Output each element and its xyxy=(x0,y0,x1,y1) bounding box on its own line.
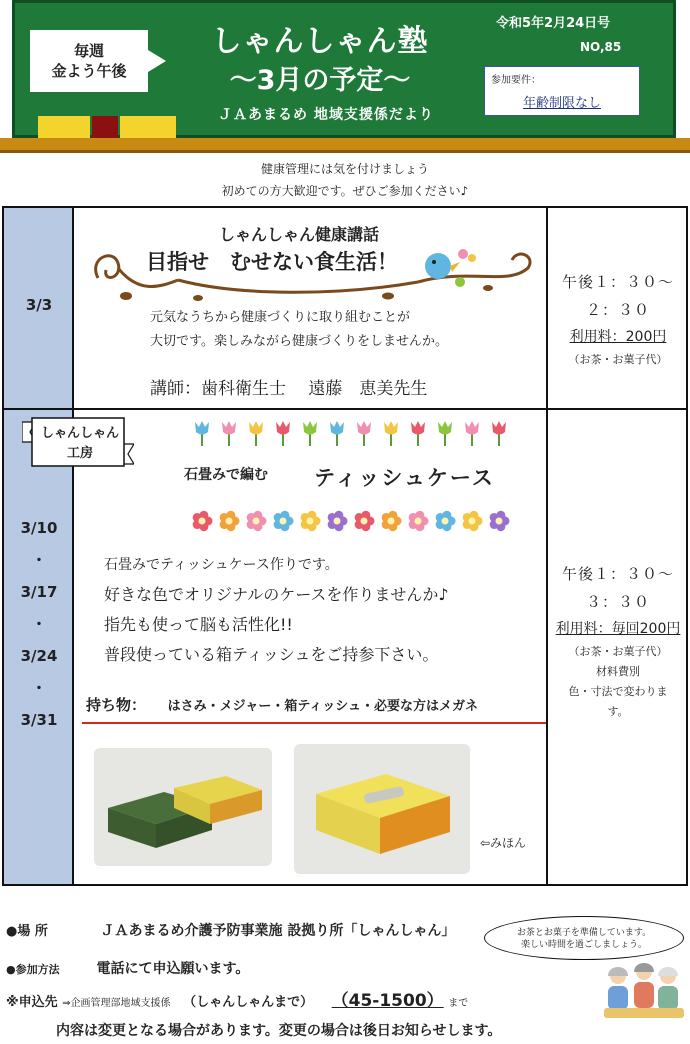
flower-icon xyxy=(442,518,449,525)
session2-line4: 普段使っている箱ティッシュをご持参下さい。 xyxy=(104,645,439,664)
session2-time-end: ３：３０ xyxy=(585,593,650,611)
session2-line1: 石畳みでティッシュケース作りです。 xyxy=(104,557,339,573)
requirement-label: 参加要件： xyxy=(491,75,541,86)
session2-fee: 利用料：毎回200円 xyxy=(555,621,681,637)
tulip-icon xyxy=(357,421,371,435)
tulip-icon xyxy=(411,421,425,435)
date-separator: ・ xyxy=(31,615,47,633)
session1-title: 目指せ むせない食生活！ xyxy=(146,250,398,274)
flower-icon xyxy=(280,518,287,525)
sample-photo-1 xyxy=(94,748,272,866)
board-decoration xyxy=(120,116,176,138)
items-underline xyxy=(82,722,546,724)
session2-date: 3/24 xyxy=(20,647,58,665)
tulip-icon xyxy=(276,421,290,435)
session2-time-box xyxy=(548,560,688,722)
issue-date: 令和5年2月24日号 xyxy=(496,16,611,31)
flower-icon xyxy=(388,518,395,525)
intro-line1: 健康管理には気を付けましょう xyxy=(260,162,429,176)
session2-date: 3/10 xyxy=(20,519,58,537)
weekly-badge xyxy=(30,30,148,92)
ribbon-line2: 工房 xyxy=(66,446,93,461)
requirement-value: 年齢制限なし xyxy=(522,96,601,111)
session1-time-end: ２：３０ xyxy=(585,301,650,319)
tulip-icon xyxy=(222,421,236,435)
flower-icon xyxy=(199,518,206,525)
people-illustration-icon xyxy=(604,962,684,1022)
bubble-line1: お茶とお菓子を準備しています。 xyxy=(516,928,652,938)
session2-material2: 色・寸法で変わりま xyxy=(568,685,668,698)
tulip-icon xyxy=(492,421,506,435)
method-label: ●参加方法 xyxy=(6,963,60,976)
session2-line3: 指先も使って脳も活性化!! xyxy=(104,615,293,634)
tulip-icon xyxy=(438,421,452,435)
ribbon-line1: しゃんしゃん xyxy=(40,426,119,441)
place-label: ●場 所 xyxy=(6,924,48,939)
session2-name: ティッシュケース xyxy=(314,466,495,490)
schedule-table xyxy=(2,206,688,886)
speech-bubble xyxy=(484,916,684,960)
tulip-icon xyxy=(465,421,479,435)
tulip-icon xyxy=(195,421,209,435)
footer-apply xyxy=(6,986,468,1011)
session1-desc2: 大切です。楽しみながら健康づくりをしませんか。 xyxy=(150,334,448,349)
apply-label: ※申込先 xyxy=(6,995,58,1010)
session1-date: 3/3 xyxy=(25,296,53,314)
session2-line2: 好きな色でオリジナルのケースを作りませんか♪ xyxy=(104,585,449,604)
session2-date: 3/31 xyxy=(20,711,58,729)
phone-number: （45-1500） xyxy=(331,991,444,1011)
session2-fee-note: （お茶・お菓子代） xyxy=(568,645,668,658)
flower-icon xyxy=(226,518,233,525)
flower-icon xyxy=(415,518,422,525)
session2-material1: 材料費別 xyxy=(596,665,640,678)
weekly-line1: 毎週 xyxy=(73,42,104,60)
phone-suffix: まで xyxy=(448,998,469,1009)
issue-number: NO,85 xyxy=(580,40,622,54)
session1-fee: 利用料：200円 xyxy=(569,329,667,345)
session2-items xyxy=(86,694,478,715)
place-value: ＪＡあまるめ介護予防事業施 設拠り所「しゃんしゃん」 xyxy=(100,923,456,939)
session1-lecturer: 講師：歯科衛生士 遠藤 恵美先生 xyxy=(150,379,428,399)
newsletter-title: しゃんしゃん塾 xyxy=(211,24,429,59)
tulip-icon xyxy=(384,421,398,435)
date-separator: ・ xyxy=(31,679,47,697)
session1-fee-note: （お茶・お菓子代） xyxy=(568,353,668,366)
items-label: 持ち物： xyxy=(86,696,147,714)
flower-icon xyxy=(253,518,260,525)
session2-subtitle: 石畳みで編む xyxy=(184,467,268,483)
flower-icon xyxy=(469,518,476,525)
session2-time-start: 午後１：３０～ xyxy=(561,565,674,583)
apply-to: （しゃんしゃんまで） xyxy=(183,995,314,1010)
apply-dept: ⇒企画管理部地域支援係 xyxy=(62,998,171,1009)
sample-photo-2 xyxy=(294,744,470,874)
footer-method xyxy=(6,958,249,978)
date-separator: ・ xyxy=(31,551,47,569)
intro-line2: 初めての方大歓迎です。ぜひご参加ください♪ xyxy=(221,184,469,198)
session1-time-start: 午後１：３０～ xyxy=(561,273,674,291)
session1-heading: しゃんしゃん健康講話 xyxy=(218,225,379,244)
session1-desc1: 元気なうちから健康づくりに取り組むことが xyxy=(150,310,411,325)
row-divider xyxy=(4,408,686,410)
session2-dates xyxy=(4,512,74,736)
tissue-case-icon xyxy=(294,744,470,874)
board-decoration xyxy=(38,116,90,138)
newsletter-title-month: ～3月の予定～ xyxy=(229,65,411,96)
tulip-row-icon xyxy=(194,418,524,448)
sample-note: ⇦みほん xyxy=(480,836,527,850)
tulip-icon xyxy=(330,421,344,435)
bubble-line2: 楽しい時間を過ごしましょう。 xyxy=(520,940,647,950)
flower-icon xyxy=(361,518,368,525)
tulip-icon xyxy=(249,421,263,435)
footer-place xyxy=(6,920,455,940)
session1-time-box xyxy=(548,268,688,370)
tulip-icon xyxy=(303,421,317,435)
board-ledge-shadow xyxy=(0,150,690,153)
session2-material3: す。 xyxy=(607,705,629,718)
board-decoration xyxy=(92,116,118,138)
flower-icon xyxy=(307,518,314,525)
flower-row-icon xyxy=(190,508,520,534)
change-notice: 内容は変更となる場合があります。変更の場合は後日お知らせします。 xyxy=(56,1023,502,1039)
session2-date: 3/17 xyxy=(20,583,58,601)
items-value: はさみ・メジャー・箱ティッシュ・必要な方はメガネ xyxy=(167,699,479,714)
tissue-case-icon xyxy=(94,748,272,866)
requirement-box xyxy=(484,66,640,116)
ribbon-label xyxy=(32,424,128,464)
weekly-line2: 金よう午後 xyxy=(51,62,127,80)
flower-icon xyxy=(334,518,341,525)
newsletter-subtitle: ＪＡあまるめ 地域支援係だより xyxy=(218,107,434,123)
flower-icon xyxy=(496,518,503,525)
method-value: 電話にて申込願います。 xyxy=(96,961,250,977)
